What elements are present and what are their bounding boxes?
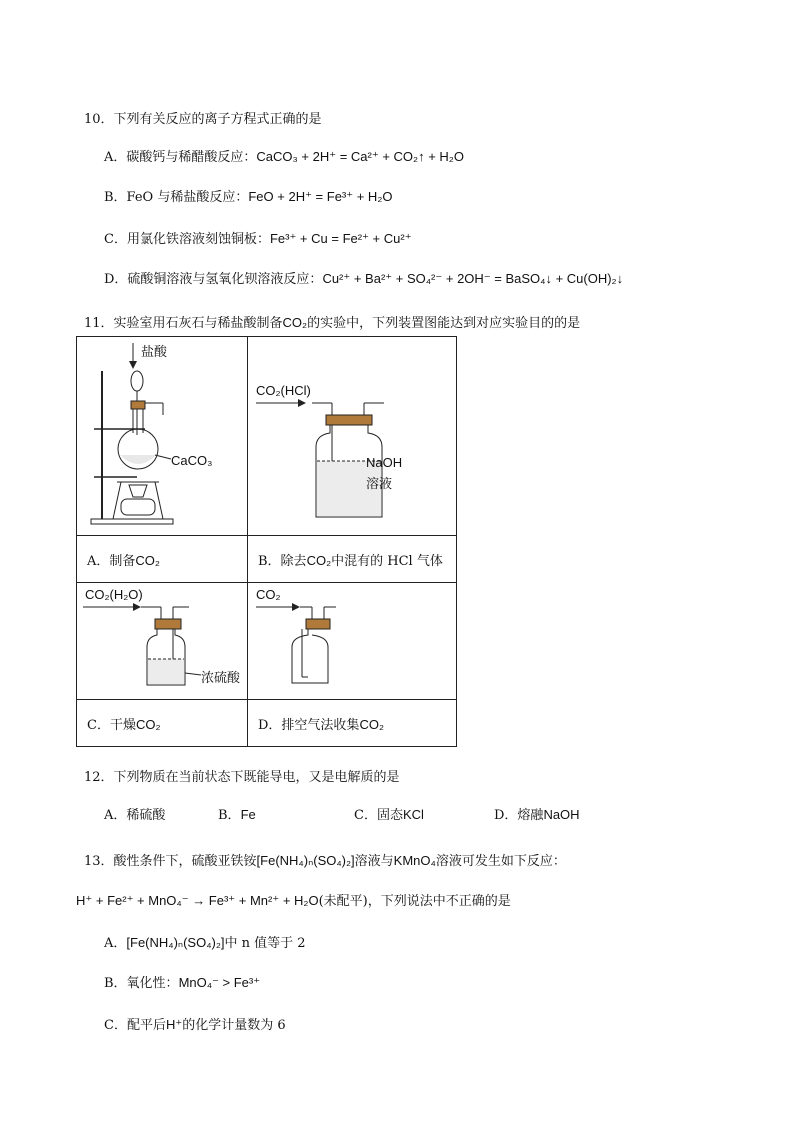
fig-c-caption: C．干燥CO₂	[77, 700, 248, 747]
fig-a-caption: A．制备CO₂	[77, 536, 248, 583]
q11-stem	[84, 312, 580, 331]
q10-option-d	[104, 268, 623, 287]
fig-d-drawing	[248, 583, 456, 699]
fig-b-liquid-label-2: 溶液	[366, 477, 393, 492]
stand-base	[91, 519, 173, 524]
q12-stem: 12．下列物质在当前状态下既能导电，又是电解质的是	[84, 770, 400, 785]
fig-b-gas-label: CO₂(HCl)	[256, 383, 311, 398]
acid-arrowhead	[129, 361, 137, 369]
fig-b-apparatus-svg	[248, 337, 456, 535]
fig-d-cell	[248, 583, 457, 700]
q13-reaction: H⁺ + Fe²⁺ + MnO₄⁻ → Fe³⁺ + Mn²⁺ + H₂O(未配平)，下列说法中不正确的是	[76, 893, 511, 909]
q11-stem-co2: CO₂	[282, 315, 308, 330]
fig-c-liquid-label: 浓硫酸	[201, 671, 241, 686]
fig-b-liquid-label-1: NaOH	[366, 455, 403, 470]
q13-option-b: B．氧化性：MnO₄⁻ > Fe³⁺	[104, 975, 261, 991]
collection-bottle	[292, 629, 328, 683]
q10-option-b-equation: FeO + 2H⁺ = Fe³⁺ + H₂O	[248, 189, 393, 204]
fig-c-gas-label: CO₂(H₂O)	[85, 587, 143, 602]
q12-option-a: A．稀硫酸	[104, 808, 166, 823]
fig-c-cell	[77, 583, 248, 700]
q10-option-c-equation: Fe³⁺ + Cu = Fe²⁺ + Cu²⁺	[269, 231, 412, 246]
alcohol-lamp	[121, 499, 155, 515]
separatory-funnel	[131, 371, 143, 391]
q10-stem: 10．下列有关反应的离子方程式正确的是	[84, 112, 322, 127]
q13-option-a: A．[Fe(NH₄)ₙ(SO₄)₂]中 n 值等于 2	[104, 935, 306, 951]
q13-reaction-equation: H⁺ + Fe²⁺ + MnO₄⁻ → Fe³⁺ + Mn²⁺ + H₂O	[76, 893, 319, 908]
q13-option-c: C．配平后H⁺的化学计量数为 6	[104, 1017, 286, 1033]
bottle-stopper	[155, 619, 181, 629]
q10-option-a-equation: CaCO₃ + 2H⁺ = Ca²⁺ + CO₂↑ + H₂O	[256, 149, 464, 164]
fig-a-solid-label: CaCO₃	[171, 453, 213, 468]
fig-a-apparatus-svg	[77, 337, 247, 535]
q10-option-c-label: C．用氯化铁溶液刻蚀铜板：	[104, 232, 270, 247]
q13-stem: 13．酸性条件下，硫酸亚铁铵[Fe(NH₄)ₙ(SO₄)₂]溶液与KMnO₄溶液可发生如下反应：	[84, 853, 566, 869]
q10-option-c	[104, 228, 412, 247]
fig-a-acid-label: 盐酸	[141, 345, 168, 360]
q10-option-b	[104, 186, 392, 205]
fig-d-caption: D．排空气法收集CO₂	[248, 700, 457, 747]
q12-option-c: C．固态KCl	[354, 807, 424, 823]
q10-option-d-equation: Cu²⁺ + Ba²⁺ + SO₄²⁻ + 2OH⁻ = BaSO₄↓ + Cu(OH)₂↓	[322, 271, 624, 286]
fig-a-drawing	[77, 337, 247, 535]
q10-option-b-label: B．FeO 与稀盐酸反应：	[104, 190, 249, 205]
fig-c-drawing	[77, 583, 247, 699]
apparatus-table	[76, 336, 457, 747]
fig-a-cell	[77, 337, 248, 536]
fig-d-gas-label: CO₂	[256, 587, 281, 602]
q10-option-a-label: A．碳酸钙与稀醋酸反应：	[104, 150, 257, 165]
fig-b-drawing	[248, 337, 456, 535]
burner-top	[129, 485, 147, 497]
q12-option-b: B．Fe	[218, 807, 256, 823]
q11-stem-part2: 的实验中，下列装置图能达到对应实验目的的是	[307, 316, 581, 331]
q11-stem-part1: 11．实验室用石灰石与稀盐酸制备	[84, 316, 283, 331]
q12-option-d: D．熔融NaOH	[494, 807, 580, 823]
flask-stopper	[131, 401, 145, 409]
fig-b-cell	[248, 337, 457, 536]
bottle-stopper	[306, 619, 330, 629]
q13-formula: [Fe(NH₄)ₙ(SO₄)₂]	[256, 853, 355, 868]
label-pointer	[155, 455, 171, 459]
flask-liquid	[120, 455, 156, 464]
bottle-stopper	[326, 415, 372, 425]
q10-option-d-label: D．硫酸铜溶液与氢氧化钡溶液反应：	[104, 272, 323, 287]
fig-b-caption: B．除去CO₂中混有的 HCl 气体	[248, 536, 457, 583]
q10-option-a	[104, 146, 464, 165]
